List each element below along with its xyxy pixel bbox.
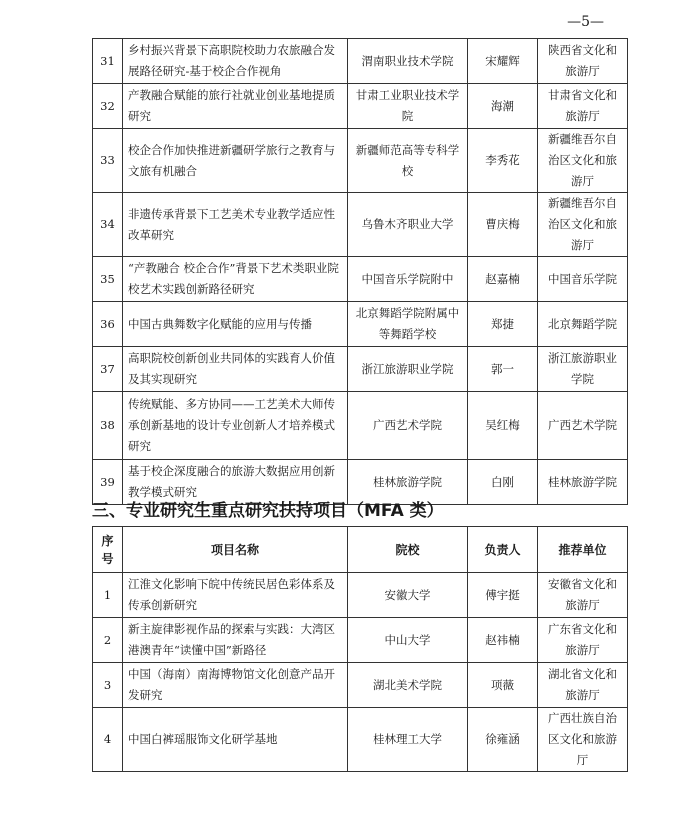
project-leader: 徐雍涵 <box>468 708 538 772</box>
header-unit: 推荐单位 <box>538 527 628 573</box>
row-number: 39 <box>93 460 123 505</box>
row-number: 32 <box>93 84 123 129</box>
table-row <box>93 302 628 347</box>
project-name: 校企合作加快推进新疆研学旅行之教育与文旅有机融合 <box>123 129 348 193</box>
header-project-name: 项目名称 <box>123 527 348 573</box>
project-name: 传统赋能、多方协同——工艺美术大师传承创新基地的设计专业创新人才培养模式研究 <box>123 392 348 460</box>
school-name: 乌鲁木齐职业大学 <box>348 193 468 257</box>
recommending-unit: 甘肃省文化和旅游厅 <box>538 84 628 129</box>
project-leader: 项薇 <box>468 663 538 708</box>
project-name: 新主旋律影视作品的探索与实践：大湾区港澳青年“读懂中国”新路径 <box>123 618 348 663</box>
school-name: 湖北美术学院 <box>348 663 468 708</box>
project-name: 非遗传承背景下工艺美术专业教学适应性改革研究 <box>123 193 348 257</box>
table-row <box>93 257 628 302</box>
table-header-row <box>93 527 628 573</box>
recommending-unit: 安徽省文化和旅游厅 <box>538 573 628 618</box>
header-leader: 负责人 <box>468 527 538 573</box>
school-name: 中山大学 <box>348 618 468 663</box>
project-leader: 宋耀辉 <box>468 39 538 84</box>
row-number: 33 <box>93 129 123 193</box>
table-row <box>93 129 628 193</box>
project-leader: 曹庆梅 <box>468 193 538 257</box>
row-number: 36 <box>93 302 123 347</box>
recommending-unit: 陕西省文化和旅游厅 <box>538 39 628 84</box>
project-name: “产教融合 校企合作”背景下艺术类职业院校艺术实践创新路径研究 <box>123 257 348 302</box>
project-leader: 赵嘉楠 <box>468 257 538 302</box>
school-name: 桂林旅游学院 <box>348 460 468 505</box>
mfa-projects-table <box>92 526 628 772</box>
recommending-unit: 湖北省文化和旅游厅 <box>538 663 628 708</box>
recommending-unit: 桂林旅游学院 <box>538 460 628 505</box>
recommending-unit: 新疆维吾尔自治区文化和旅游厅 <box>538 129 628 193</box>
row-number: 3 <box>93 663 123 708</box>
project-leader: 白刚 <box>468 460 538 505</box>
project-leader: 赵祎楠 <box>468 618 538 663</box>
recommending-unit: 北京舞蹈学院 <box>538 302 628 347</box>
school-name: 安徽大学 <box>348 573 468 618</box>
row-number: 38 <box>93 392 123 460</box>
school-name: 浙江旅游职业学院 <box>348 347 468 392</box>
project-leader: 郑捷 <box>468 302 538 347</box>
header-school: 院校 <box>348 527 468 573</box>
page-number: —5— <box>567 14 604 30</box>
school-name: 甘肃工业职业技术学院 <box>348 84 468 129</box>
project-name: 中国古典舞数字化赋能的应用与传播 <box>123 302 348 347</box>
projects-table-continued <box>92 38 628 505</box>
table-row <box>93 573 628 618</box>
project-leader: 郭一 <box>468 347 538 392</box>
recommending-unit: 中国音乐学院 <box>538 257 628 302</box>
recommending-unit: 广西壮族自治区文化和旅游厅 <box>538 708 628 772</box>
project-leader: 吴红梅 <box>468 392 538 460</box>
row-number: 35 <box>93 257 123 302</box>
project-name: 江淮文化影响下皖中传统民居色彩体系及传承创新研究 <box>123 573 348 618</box>
table-row <box>93 193 628 257</box>
project-leader: 海潮 <box>468 84 538 129</box>
project-leader: 李秀花 <box>468 129 538 193</box>
row-number: 34 <box>93 193 123 257</box>
project-name: 乡村振兴背景下高职院校助力农旅融合发展路径研究-基于校企合作视角 <box>123 39 348 84</box>
project-name: 中国白裤瑶服饰文化研学基地 <box>123 708 348 772</box>
table-row <box>93 618 628 663</box>
row-number: 31 <box>93 39 123 84</box>
table-row <box>93 39 628 84</box>
table-row <box>93 663 628 708</box>
project-name: 中国（海南）南海博物馆文化创意产品开发研究 <box>123 663 348 708</box>
table-row <box>93 84 628 129</box>
school-name: 桂林理工大学 <box>348 708 468 772</box>
school-name: 广西艺术学院 <box>348 392 468 460</box>
project-name: 基于校企深度融合的旅游大数据应用创新教学模式研究 <box>123 460 348 505</box>
school-name: 新疆师范高等专科学校 <box>348 129 468 193</box>
row-number: 1 <box>93 573 123 618</box>
section-heading: 三、专业研究生重点研究扶持项目（MFA 类） <box>92 501 444 521</box>
recommending-unit: 新疆维吾尔自治区文化和旅游厅 <box>538 193 628 257</box>
project-leader: 傅宇挺 <box>468 573 538 618</box>
table-row <box>93 392 628 460</box>
table-row <box>93 708 628 772</box>
row-number: 37 <box>93 347 123 392</box>
project-name: 产教融合赋能的旅行社就业创业基地提质研究 <box>123 84 348 129</box>
school-name: 渭南职业技术学院 <box>348 39 468 84</box>
header-number: 序号 <box>93 527 123 573</box>
table-row <box>93 347 628 392</box>
row-number: 2 <box>93 618 123 663</box>
project-name: 高职院校创新创业共同体的实践育人价值及其实现研究 <box>123 347 348 392</box>
recommending-unit: 广东省文化和旅游厅 <box>538 618 628 663</box>
school-name: 北京舞蹈学院附属中等舞蹈学校 <box>348 302 468 347</box>
school-name: 中国音乐学院附中 <box>348 257 468 302</box>
recommending-unit: 浙江旅游职业学院 <box>538 347 628 392</box>
recommending-unit: 广西艺术学院 <box>538 392 628 460</box>
row-number: 4 <box>93 708 123 772</box>
